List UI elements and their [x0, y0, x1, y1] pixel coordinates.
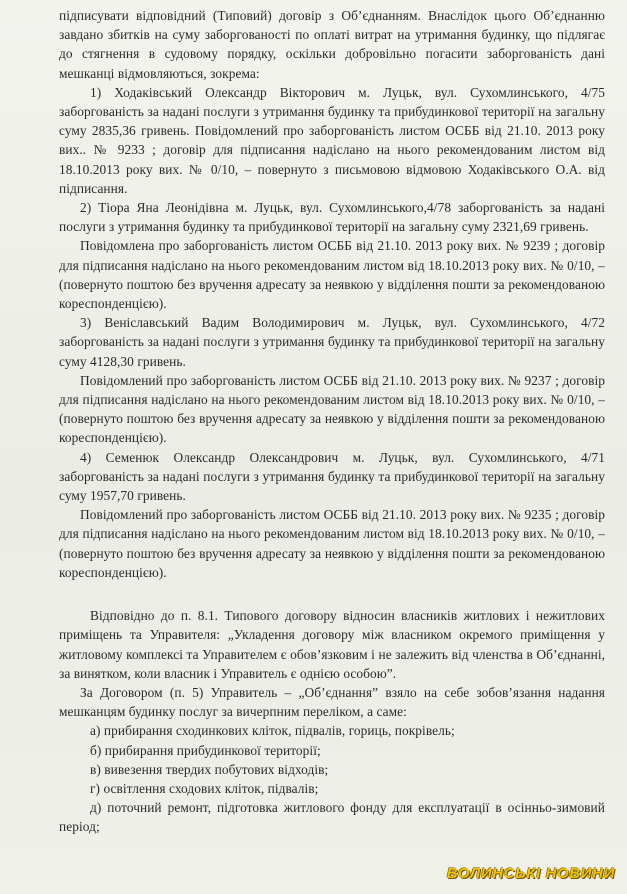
debtor-item-2: 2) Тіора Яна Леонідівна м. Луцьк, вул. Сухомлинського,4/78 заборгованість за надані послуги з утримання будинку та прибудинкової території на загальну суму 2321,69 гривень.	[59, 200, 605, 235]
contract-p5-paragraph: За Договором (п. 5) Управитель – „Об’єднання” взяло на себе зобов’язання надання мешканцям будинку послуг за вичерпним переліком, а саме:	[59, 684, 605, 720]
intro-paragraph: підписувати відповідний (Типовий) договір з Об’єднанням. Внаслідок цього Об’єднанню завдано збитків на суму заборгованості по оплаті витрат на утримання будинку, що підлягає до стягнення в судовому порядку, оскільки добровільно погасити заборгованість дані мешканці відмовляються, зокрема:	[59, 8, 605, 81]
service-item-e: д) поточний ремонт, підготовка житлового фонду для експлуатації в осінньо-зимовий період;	[59, 800, 605, 835]
debtor-item-1: 1) Ходаківський Олександр Вікторович м. Луцьк, вул. Сухомлинського, 4/75 заборгованість за надані послуги з утримання будинку та прибудинкової території на загальну суму 2835,36 гривень. Повідомлений про заборгованість листом ОСББ від 21.10. 2013 року вих.. № 9233 ; договір для підписання надіслано на нього рекомендованим листом від 18.10.2013 року вих. № 0/10, – повернуто з письмовою відмовою Ходаківського О.А. від підписання.	[59, 84, 605, 196]
debtor-item-4-notice: Повідомлений про заборгованість листом ОСББ від 21.10. 2013 року вих. № 9235 ; договір для підписання надіслано на нього рекомендованим листом від 18.10.2013 року вих. № 0/10, – (повернуто поштою без вручення адресату за неявкою у відділення пошти за рекомендованою кореспонденцією).	[59, 507, 605, 580]
document-body	[59, 6, 605, 837]
service-item-d: г) освітлення сходових кліток, підвалів;	[90, 780, 319, 796]
spacer	[59, 582, 605, 606]
debtor-item-3-notice: Повідомлений про заборгованість листом ОСББ від 21.10. 2013 року вих. № 9237 ; договір для підписання надіслано на нього рекомендованим листом від 18.10.2013 року вих. № 0/10, – (повернуто поштою без вручення адресату за неявкою у відділення пошти за рекомендованою кореспонденцією).	[59, 372, 605, 446]
service-item-c: в) вивезення твердих побутових відходів;	[90, 761, 329, 777]
clause-8-1-paragraph: Відповідно до п. 8.1. Типового договору відносин власників житлових і нежитлових приміщень та Управителя: „Укладення договору між власником окремого приміщення у житловому комплексі та Управителем є обов’язковим і не залежить від членства в Об’єднанні, за винятком, коли власник і Управитель є однією особою”.	[59, 608, 605, 681]
service-item-b: б) прибирання прибудинкової території;	[90, 742, 321, 758]
watermark-logo: ВОЛИНСЬКІ НОВИНИ	[446, 865, 615, 882]
service-item-a: а) прибирання сходинкових кліток, підвалів, гориць, покрівель;	[90, 723, 455, 739]
debtor-item-2-notice: Повідомлена про заборгованість листом ОСББ від 21.10. 2013 року вих. № 9239 ; договір для підписання надіслано на нього рекомендованим листом від 18.10.2013 року вих. № 0/10, – (повернуто поштою без вручення адресату за неявкою у відділення пошти за рекомендованою кореспонденцією).	[59, 238, 605, 312]
debtor-item-4: 4) Семенюк Олександр Олександрович м. Луцьк, вул. Сухомлинського, 4/71 заборгованість за надані послуги з утримання будинку та прибудинкової території на загальну суму 1957,70 гривень.	[59, 449, 605, 504]
debtor-item-3: 3) Веніславський Вадим Володимирович м. Луцьк, вул. Сухомлинського, 4/72 заборгованість за надані послуги з утримання будинку та прибудинкової території на загальну суму 4128,30 гривень.	[59, 315, 605, 369]
